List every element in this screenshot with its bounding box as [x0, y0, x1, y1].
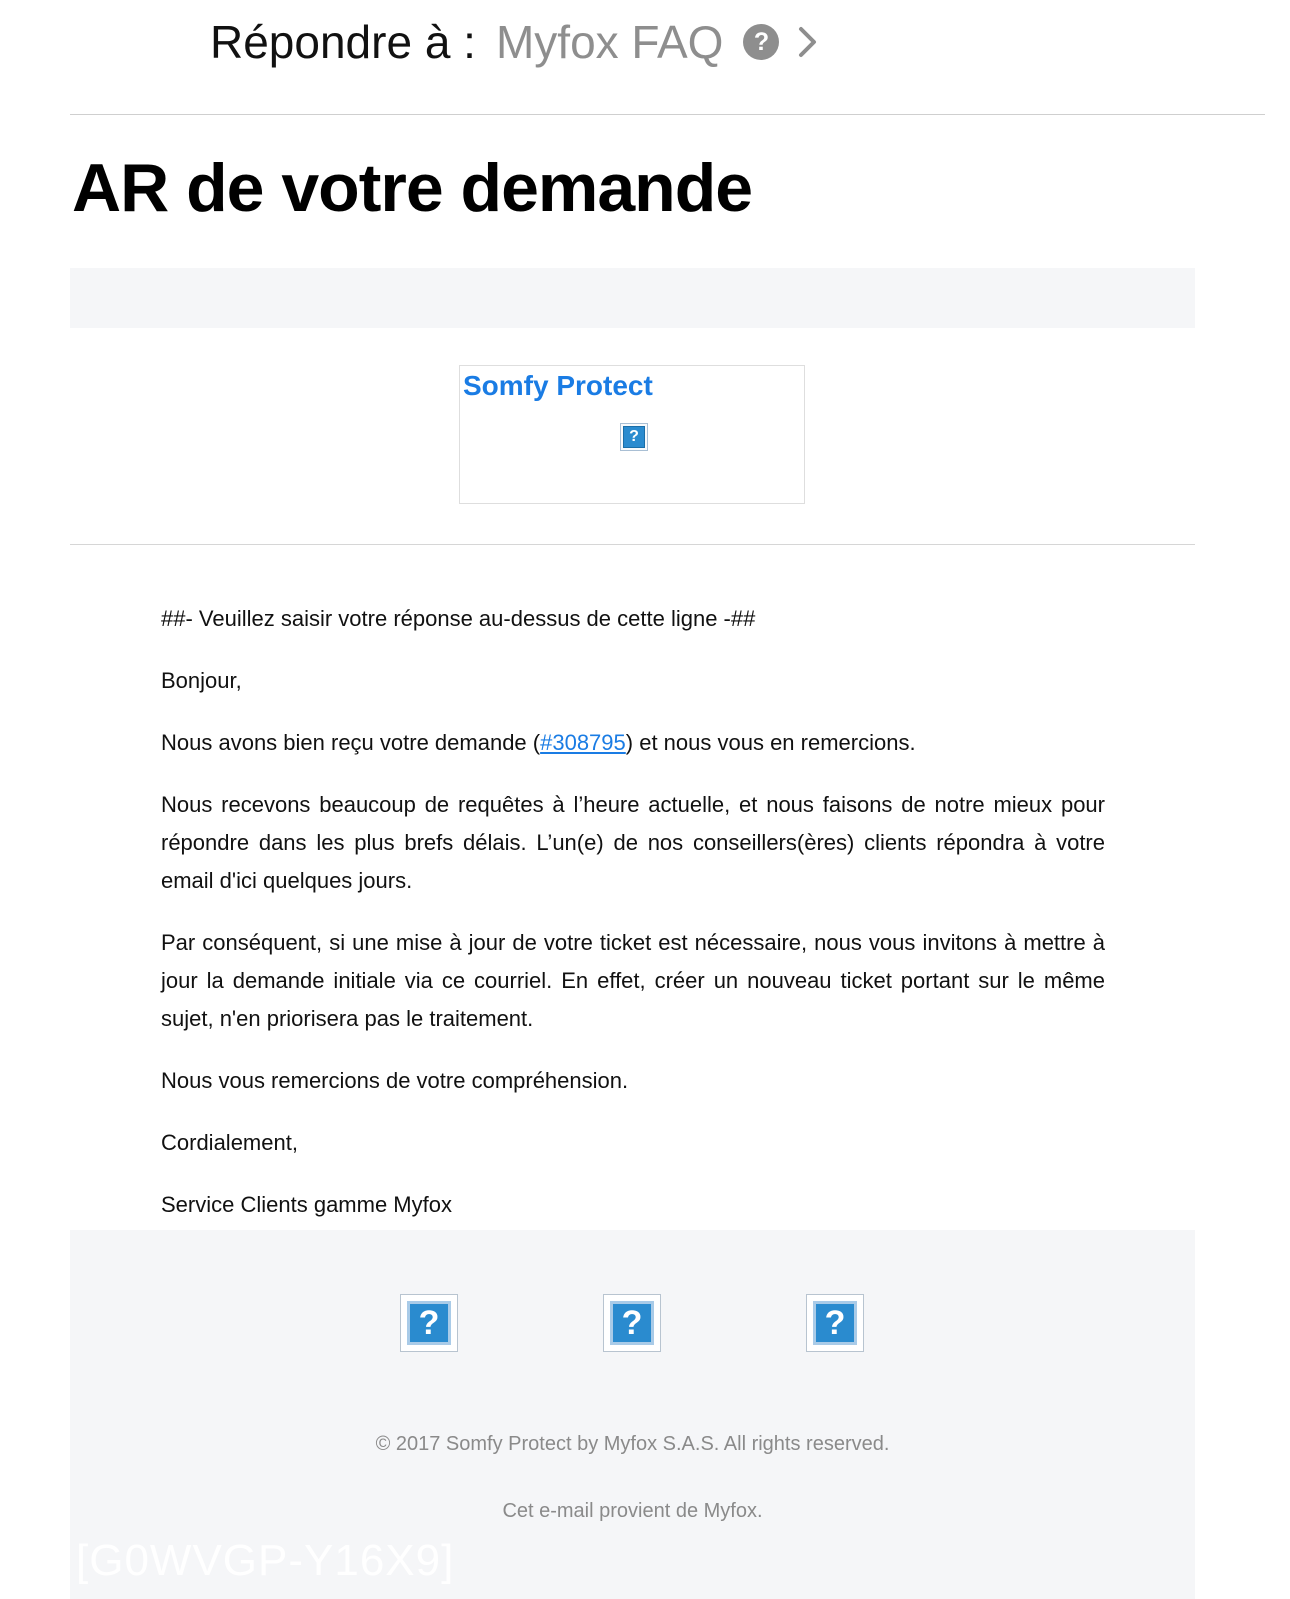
acknowledgement: Nous avons bien reçu votre demande (#308795) et nous vous en remercions.: [161, 730, 916, 755]
email-top-band: [70, 268, 1195, 328]
ticket-link[interactable]: #308795: [540, 730, 626, 755]
ticket-code: [G0WVGP-Y16X9]: [76, 1536, 455, 1585]
provenance-text: Cet e-mail provient de Myfox.: [502, 1500, 763, 1522]
reply-header: [210, 14, 819, 70]
social-broken-image-icon[interactable]: ?: [603, 1294, 661, 1352]
email-subject: AR de votre demande: [72, 150, 753, 226]
paragraph-update: Par conséquent, si une mise à jour de votre ticket est nécessaire, nous vous invitons à mettre à jour la demande initiale via ce courriel. En effet, créer un nouveau ticket portant sur le même sujet, n'en priorisera pas le traitement.: [161, 930, 1105, 1031]
header-divider: [70, 114, 1265, 115]
social-broken-image-icon[interactable]: ?: [806, 1294, 864, 1352]
social-broken-image-icon[interactable]: ?: [400, 1294, 458, 1352]
thanks: Nous vous remercions de votre compréhension.: [161, 1068, 629, 1093]
reply-separator: ##- Veuillez saisir votre réponse au-dessus de cette ligne -##: [161, 606, 756, 631]
sender-name[interactable]: Myfox FAQ: [495, 16, 724, 68]
closing: Cordialement,: [161, 1130, 298, 1155]
paragraph-workload: Nous recevons beaucoup de requêtes à l’heure actuelle, et nous faisons de notre mieux pour répondre dans les plus brefs délais. L’un(e) de nos conseillers(ères) clients répondra à votre email d'ici quelques jours.: [161, 792, 1105, 893]
copyright-text: © 2017 Somfy Protect by Myfox S.A.S. All rights reserved.: [375, 1433, 890, 1455]
email-body: [161, 600, 1105, 1248]
help-icon[interactable]: ?: [743, 24, 779, 60]
logo-container: [459, 365, 805, 504]
content-divider: [70, 544, 1195, 545]
greeting: Bonjour,: [161, 668, 242, 693]
email-footer: [70, 1230, 1195, 1599]
signature: Service Clients gamme Myfox: [161, 1192, 452, 1217]
chevron-right-icon[interactable]: [797, 25, 819, 59]
broken-image-icon: ?: [620, 423, 648, 451]
logo-alt-text: Somfy Protect: [463, 370, 653, 401]
reply-to-label: Répondre à :: [210, 16, 476, 68]
